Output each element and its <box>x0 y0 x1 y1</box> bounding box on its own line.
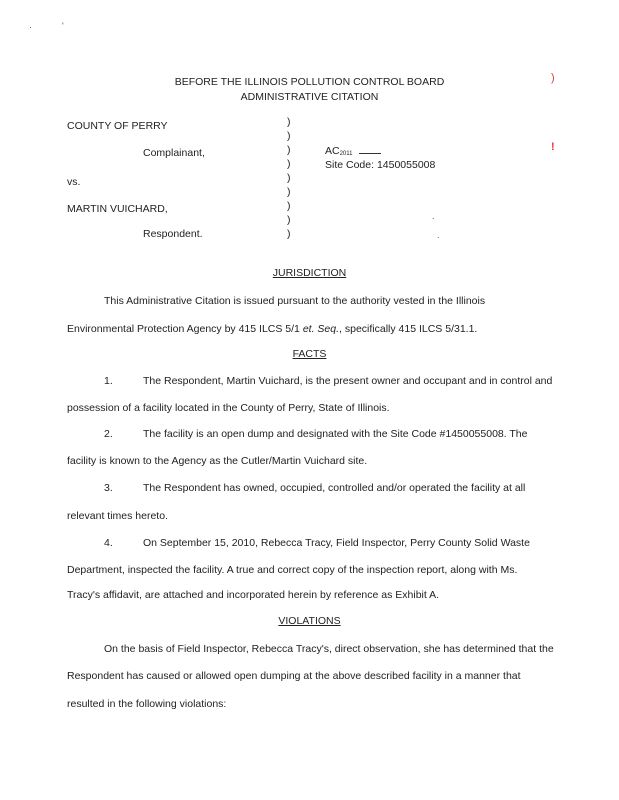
fact-text: The Respondent has owned, occupied, controlled and/or operated the facility at all <box>143 482 526 494</box>
violations-heading: VIOLATIONS <box>278 615 341 627</box>
complainant-role: Complainant, <box>143 147 205 159</box>
fact-text: facility is known to the Agency as the Cutler/Martin Vuichard site. <box>67 455 368 467</box>
case-number <box>325 145 381 157</box>
violations-line: Respondent has caused or allowed open dumping at the above described facility in a manner that <box>67 670 521 682</box>
scan-speck: . <box>437 230 440 240</box>
fact-text: The Respondent, Martin Vuichard, is the present owner and occupant and in control and <box>143 375 553 387</box>
versus: vs. <box>67 176 81 188</box>
caption-bracket: ) <box>287 116 291 128</box>
fact-text: Tracy's affidavit, are attached and incorporated herein by reference as Exhibit A. <box>67 589 440 601</box>
scan-speck: · <box>29 22 32 32</box>
fact-text: relevant times hereto. <box>67 510 168 522</box>
violations-line: resulted in the following violations: <box>67 698 227 710</box>
caption-bracket: ) <box>287 186 291 198</box>
jurisdiction-line <box>67 323 477 335</box>
fact-text: possession of a facility located in the County of Perry, State of Illinois. <box>67 402 390 414</box>
caption-bracket: ) <box>287 158 291 170</box>
fact-text: On September 15, 2010, Rebecca Tracy, Field Inspector, Perry County Solid Waste <box>143 537 530 549</box>
board-title: BEFORE THE ILLINOIS POLLUTION CONTROL BOARD <box>174 76 445 88</box>
ac-label: AC <box>325 145 340 157</box>
fact-number: 2. <box>104 428 113 440</box>
fact-number: 1. <box>104 375 113 387</box>
ac-year: 2011 <box>339 151 353 157</box>
caption-bracket: ) <box>287 228 291 240</box>
caption-bracket: ) <box>287 214 291 226</box>
jurisdiction-heading: JURISDICTION <box>272 267 347 279</box>
document-title: ADMINISTRATIVE CITATION <box>240 91 379 103</box>
fact-number: 3. <box>104 482 113 494</box>
jurisdiction-line: This Administrative Citation is issued pursuant to the authority vested in the Illinois <box>104 295 486 307</box>
respondent-name: MARTIN VUICHARD, <box>67 203 168 215</box>
fact-text: Department, inspected the facility. A true and correct copy of the inspection report, along with Ms. <box>67 564 518 576</box>
respondent-role: Respondent. <box>143 228 203 240</box>
case-number-blank <box>359 145 381 154</box>
jurisdiction-text: Environmental Protection Agency by 415 ILCS 5/1 <box>67 323 303 335</box>
caption-bracket: ) <box>287 130 291 142</box>
red-margin-mark: ) <box>551 72 555 84</box>
fact-number: 4. <box>104 537 113 549</box>
scan-speck: . <box>432 211 435 221</box>
facts-heading: FACTS <box>292 348 327 360</box>
red-margin-mark: ! <box>551 141 555 153</box>
fact-text: The facility is an open dump and designated with the Site Code #1450055008. The <box>143 428 528 440</box>
scan-speck: ' <box>62 21 64 31</box>
site-code: Site Code: 1450055008 <box>325 159 436 171</box>
violations-line: On the basis of Field Inspector, Rebecca Tracy's, direct observation, she has determined that the <box>104 643 554 655</box>
complainant-name: COUNTY OF PERRY <box>67 120 168 132</box>
caption-bracket: ) <box>287 144 291 156</box>
jurisdiction-text: , specifically 415 ILCS 5/31.1. <box>339 323 478 335</box>
caption-bracket: ) <box>287 200 291 212</box>
caption-bracket: ) <box>287 172 291 184</box>
latin-phrase: et. Seq. <box>302 323 340 335</box>
